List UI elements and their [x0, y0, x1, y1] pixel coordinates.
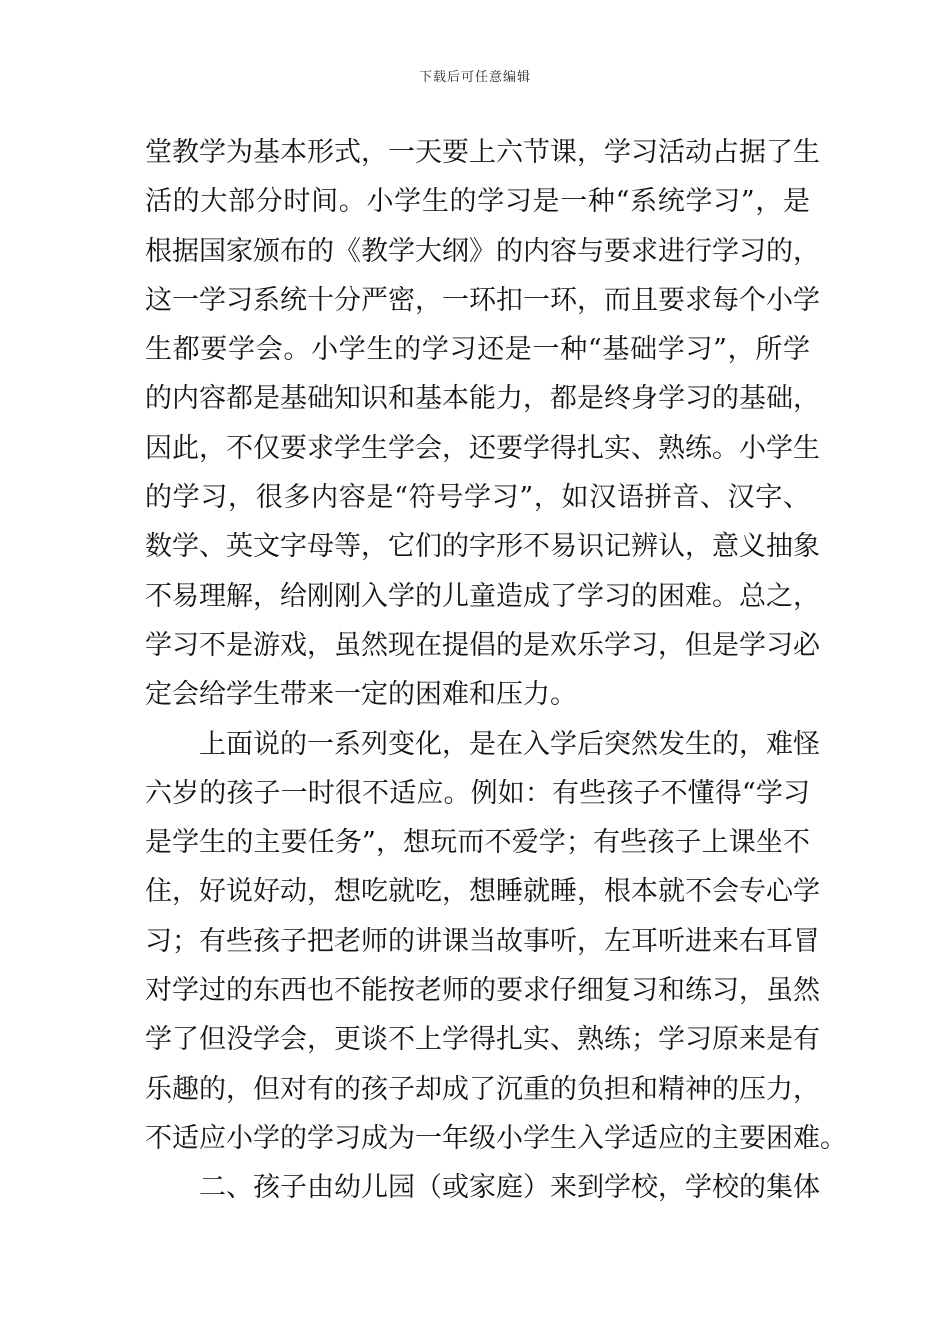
- text-line: 住，好说好动，想吃就吃，想睡就睡，根本就不会专心学: [145, 876, 820, 908]
- text-line: 不适应小学的学习成为一年级小学生入学适应的主要困难。: [145, 1122, 847, 1154]
- text-line: 学了但没学会，更谈不上学得扎实、熟练；学习原来是有: [145, 1024, 820, 1056]
- text-line: 的内容都是基础知识和基本能力，都是终身学习的基础，: [145, 383, 820, 415]
- text-line: 根据国家颁布的《教学大纲》的内容与要求进行学习的，: [145, 235, 820, 267]
- paragraph-start-line: 二、孩子由幼儿园（或家庭）来到学校，学校的集体: [199, 1172, 820, 1204]
- text-line: 活的大部分时间。小学生的学习是一种“系统学习”，是: [145, 186, 810, 218]
- text-line: 的学习，很多内容是“符号学习”，如汉语拼音、汉字、: [145, 482, 810, 514]
- text-line: 因此，不仅要求学生学会，还要学得扎实、熟练。小学生: [145, 432, 820, 464]
- text-line: 乐趣的，但对有的孩子却成了沉重的负担和精神的压力，: [145, 1073, 820, 1105]
- text-line: 这一学习系统十分严密，一环扣一环，而且要求每个小学: [145, 284, 820, 316]
- body-text: [145, 128, 847, 1213]
- text-line: 数学、英文字母等，它们的字形不易识记辨认，意义抽象: [145, 531, 820, 563]
- text-line: 是学生的主要任务”，想玩而不爱学；有些孩子上课坐不: [145, 827, 810, 859]
- text-line: 习；有些孩子把老师的讲课当故事听，左耳听进来右耳冒: [145, 925, 820, 957]
- text-line: 生都要学会。小学生的学习还是一种“基础学习”，所学: [145, 334, 810, 366]
- text-line: 对学过的东西也不能按老师的要求仔细复习和练习，虽然: [145, 975, 820, 1007]
- paragraph-start-line: 上面说的一系列变化，是在入学后突然发生的，难怪: [199, 728, 820, 760]
- text-line: 六岁的孩子一时很不适应。例如：有些孩子不懂得“学习: [145, 777, 810, 809]
- text-line: 学习不是游戏，虽然现在提倡的是欢乐学习，但是学习必: [145, 629, 820, 661]
- text-line: 不易理解，给刚刚入学的儿童造成了学习的困难。总之，: [145, 580, 820, 612]
- text-line: 定会给学生带来一定的困难和压力。: [145, 679, 577, 711]
- page-header: 下载后可任意编辑: [418, 70, 531, 85]
- text-line: 堂教学为基本形式，一天要上六节课，学习活动占据了生: [145, 137, 820, 168]
